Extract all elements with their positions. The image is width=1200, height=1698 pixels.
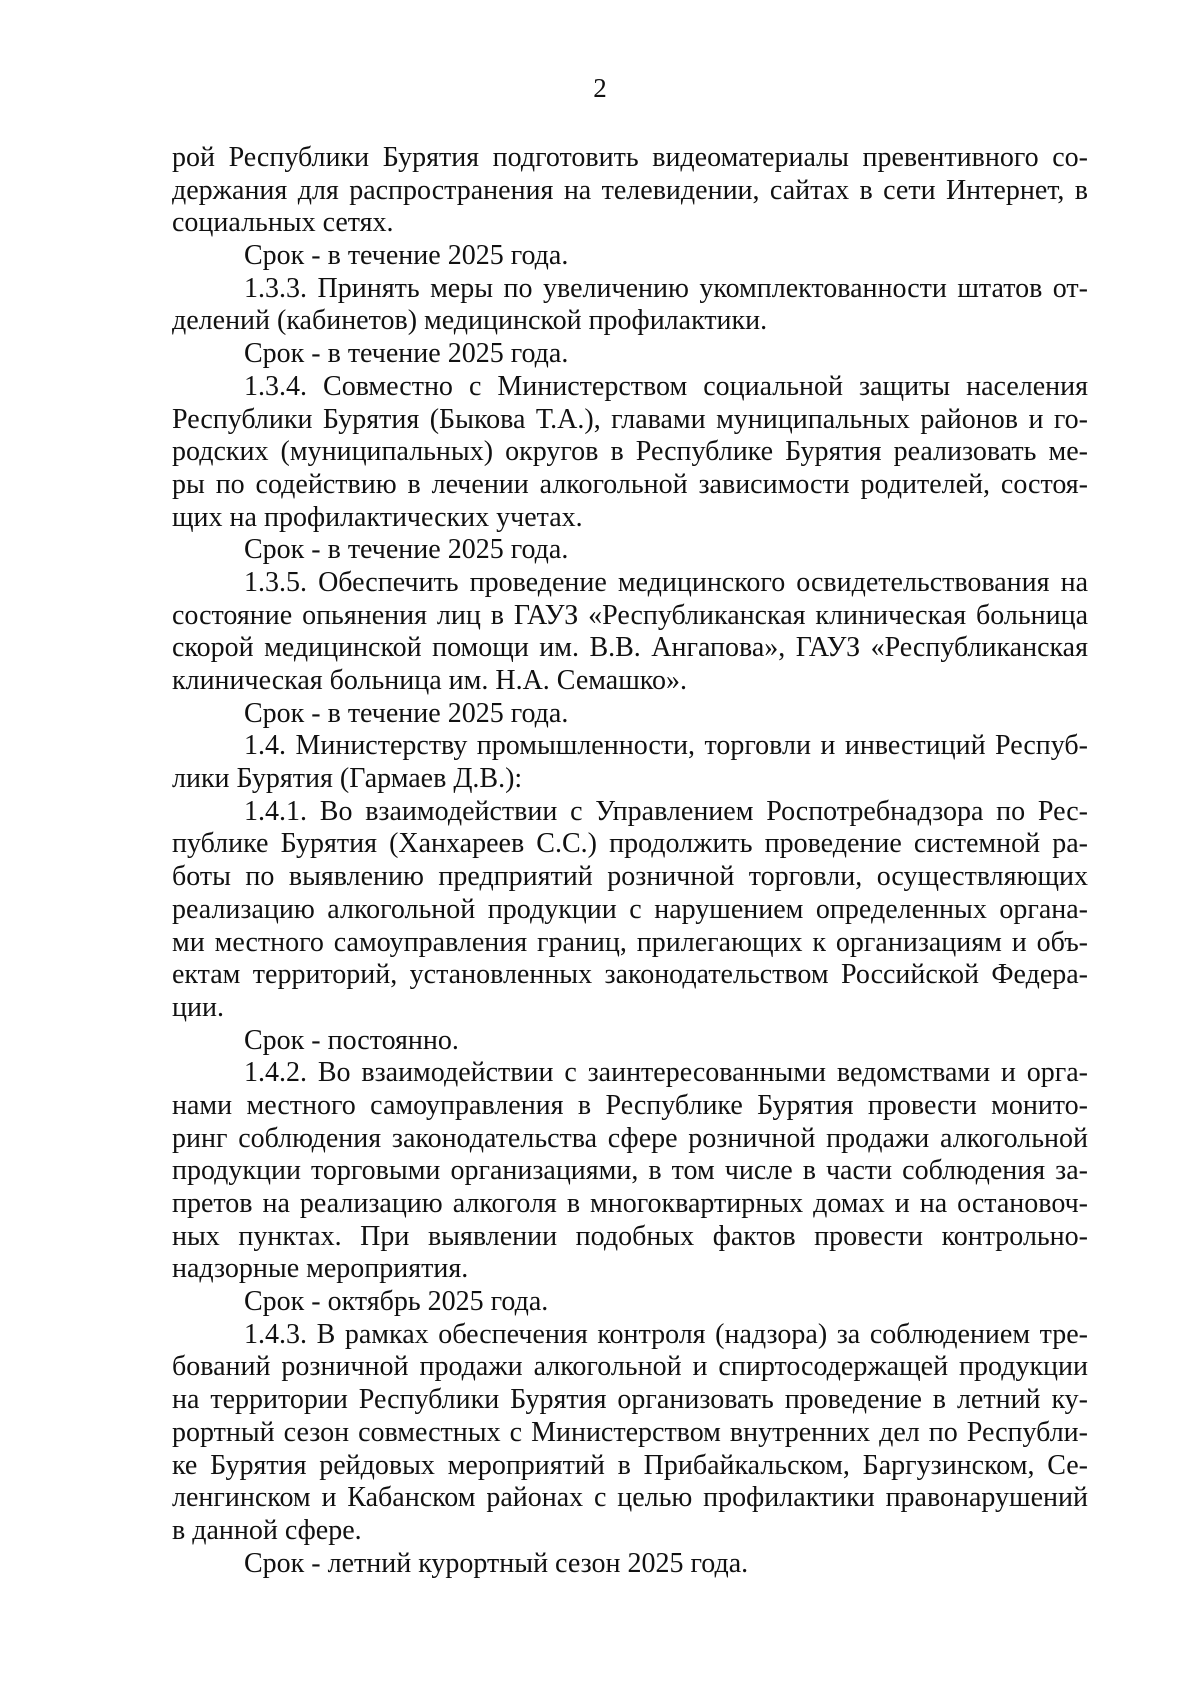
text-line: бований розничной продажи алкогольной и спиртосодержащей продукции (172, 1351, 1088, 1383)
text-line: Срок - октябрь 2025 года. (244, 1286, 549, 1318)
text-line: рой Республики Бурятия подготовить видеоматериалы превентивного со- (172, 142, 1088, 173)
text-line: 1.3.3. Принять меры по увеличению укомплектованности штатов от- (244, 272, 1088, 304)
text-line: реализацию алкогольной продукции с нарушением определенных органа- (172, 893, 1088, 925)
text-line: ке Бурятия рейдовых мероприятий в Прибайкальском, Баргузинском, Се- (172, 1449, 1088, 1481)
text-line: состояние опьянения лиц в ГАУЗ «Республиканская клиническая больница (172, 599, 1088, 631)
text-line: лики Бурятия (Гармаев Д.В.): (172, 763, 523, 795)
text-line: скорой медицинской помощи им. В.В. Ангапова», ГАУЗ «Республиканская (172, 632, 1088, 664)
text-line: 1.3.5. Обеспечить проведение медицинского освидетельствования на (244, 566, 1088, 598)
text-line: претов на реализацию алкоголя в многоквартирных домах и на остановоч- (172, 1188, 1088, 1219)
text-line: в данной сфере. (172, 1514, 362, 1546)
page-number: 2 (593, 73, 607, 103)
text-line: Срок - постоянно. (244, 1024, 459, 1056)
text-line: держания для распространения на телевидении, сайтах в сети Интернет, в (172, 174, 1088, 206)
text-line: ных пунктах. При выявлении подобных фактов провести контрольно- (172, 1220, 1088, 1252)
text-line: 1.4.2. Во взаимодействии с заинтересованными ведомствами и орга- (244, 1057, 1088, 1089)
text-line: родских (муниципальных) округов в Республике Бурятия реализовать ме- (172, 436, 1088, 468)
text-line: ми местного самоуправления границ, прилегающих к организациям и объ- (172, 926, 1088, 958)
text-line: ции. (172, 991, 224, 1023)
text-line: 1.4. Министерству промышленности, торговли и инвестиций Респуб- (244, 730, 1088, 762)
text-line: нами местного самоуправления в Республике Бурятия провести монито- (172, 1089, 1088, 1121)
text-line: клиническая больница им. Н.А. Семашко». (172, 665, 687, 696)
text-line: щих на профилактических учетах. (172, 501, 583, 533)
text-line: Срок - в течение 2025 года. (244, 240, 569, 272)
text-line: продукции торговыми организациями, в том числе в части соблюдения за- (172, 1155, 1088, 1187)
text-line: Срок - в течение 2025 года. (244, 534, 569, 566)
text-line: 1.4.3. В рамках обеспечения контроля (надзора) за соблюдением тре- (244, 1318, 1088, 1350)
text-line: Срок - летний курортный сезон 2025 года. (244, 1547, 749, 1579)
text-line: надзорные мероприятия. (172, 1253, 469, 1285)
text-line: Срок - в течение 2025 года. (244, 338, 569, 370)
text-line: на территории Республики Бурятия организовать проведение в летний ку- (172, 1384, 1088, 1416)
text-line: боты по выявлению предприятий розничной торговли, осуществляющих (172, 861, 1088, 893)
text-line: ектам территорий, установленных законодательством Российской Федера- (172, 959, 1088, 991)
text-line: ры по содействию в лечении алкогольной зависимости родителей, состоя- (172, 468, 1088, 500)
text-line: публике Бурятия (Ханхареев С.С.) продолжить проведение системной ра- (172, 828, 1088, 860)
text-line: 1.4.1. Во взаимодействии с Управлением Роспотребнадзора по Рес- (244, 795, 1088, 827)
text-line: ленгинском и Кабанском районах с целью профилактики правонарушений (172, 1482, 1088, 1514)
text-line: рортный сезон совместных с Министерством внутренних дел по Республи- (172, 1416, 1088, 1448)
text-line: ринг соблюдения законодательства сфере розничной продажи алкогольной (172, 1122, 1088, 1154)
text-line: социальных сетях. (172, 207, 394, 239)
text-line: Республики Бурятия (Быкова Т.А.), главами муниципальных районов и го- (172, 403, 1088, 435)
text-line: 1.3.4. Совместно с Министерством социальной защиты населения (244, 370, 1088, 402)
document-body (172, 142, 1088, 1580)
text-line: делений (кабинетов) медицинской профилактики. (172, 305, 768, 337)
text-line: Срок - в течение 2025 года. (244, 697, 569, 729)
